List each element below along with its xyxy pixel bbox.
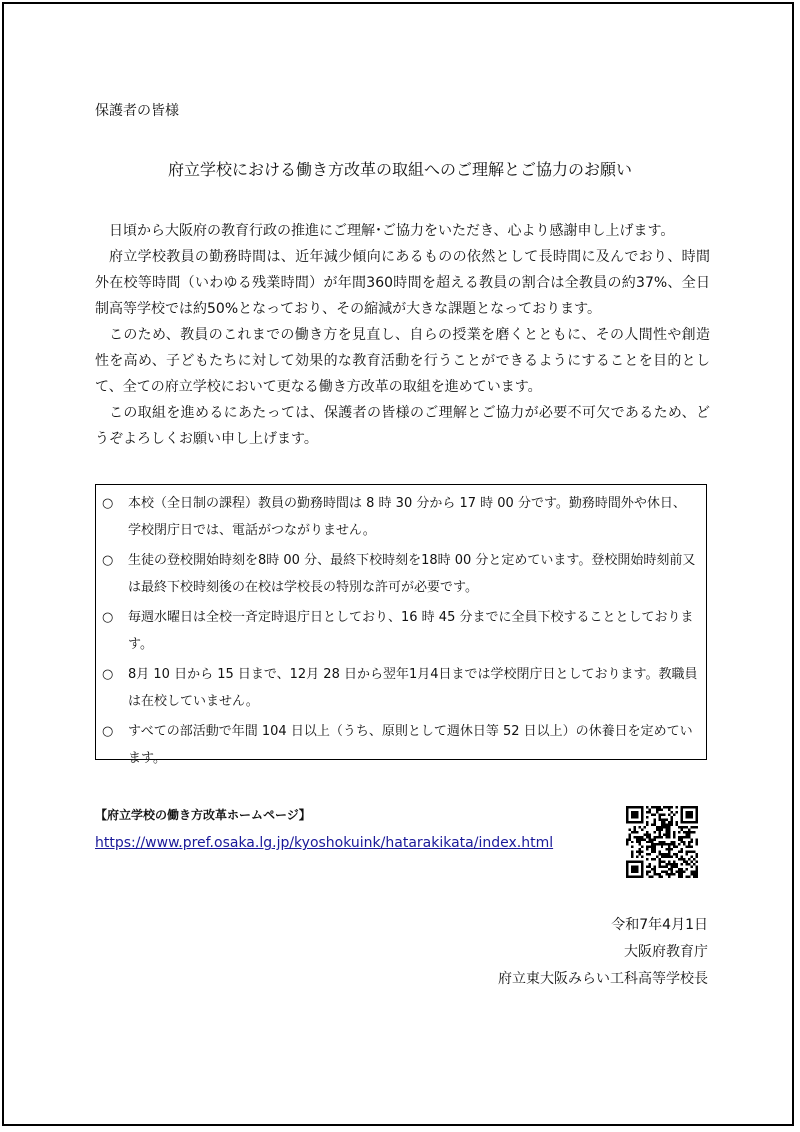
info-item <box>102 604 698 658</box>
paragraph: 府立学校教員の勤務時間は、近年減少傾向にあるものの依然として長時間に及んでおり、時間外在校等時間（いわゆる残業時間）が年間360時間を超える教員の割合は全教員の約37%、全日制高等学校では約50%となっており、その縮減が大きな課題となっております。 <box>95 249 710 317</box>
homepage-heading: 【府立学校の働き方改革ホームページ】 <box>95 808 311 822</box>
salutation: 保護者の皆様 <box>95 103 179 119</box>
body-text <box>95 218 710 452</box>
paragraph: この取組を進めるにあたっては、保護者の皆様のご理解とご協力が必要不可欠であるため、どうぞよろしくお願い申し上げます。 <box>95 405 710 447</box>
info-item-text: すべての部活動で年間 104 日以上（うち、原則として週休日等 52 日以上）の休養日を定めています。 <box>128 724 693 766</box>
homepage-link[interactable]: https://www.pref.osaka.lg.jp/kyoshokuink/hatarakikata/index.html <box>95 835 554 851</box>
circle-bullet-icon: ○ <box>102 553 114 568</box>
info-box <box>95 484 707 766</box>
info-item <box>102 718 698 772</box>
info-item-text: 本校（全日制の課程）教員の勤務時間は 8 時 30 分から 17 時 00 分です。勤務時間外や休日、学校閉庁日では、電話がつながりません。 <box>128 496 686 538</box>
document-title: 府立学校における働き方改革の取組へのご理解とご協力のお願い <box>167 160 632 179</box>
circle-bullet-icon: ○ <box>102 496 114 511</box>
info-item-text: 8月 10 日から 15 日まで、12月 28 日から翌年1月4日までは学校閉庁日としております。教職員は在校していません。 <box>128 667 698 709</box>
circle-bullet-icon: ○ <box>102 610 114 625</box>
circle-bullet-icon: ○ <box>102 667 114 682</box>
principal-name: 府立東大阪みらい工科高等学校長 <box>498 971 708 987</box>
issuing-organization: 大阪府教育庁 <box>624 944 708 960</box>
info-item <box>102 661 698 715</box>
circle-bullet-icon: ○ <box>102 724 114 739</box>
info-item-text: 毎週水曜日は全校一斉定時退庁日としており、16 時 45 分までに全員下校することとしております。 <box>128 610 694 652</box>
info-item <box>102 547 698 601</box>
issue-date: 令和7年4月1日 <box>611 917 708 933</box>
paragraph: 日頃から大阪府の教育行政の推進にご理解･ご協力をいただき、心より感謝申し上げます。 <box>109 223 675 239</box>
paragraph: このため、教員のこれまでの働き方を見直し、自らの授業を磨くとともに、その人間性や創造性を高め、子どもたちに対して効果的な教育活動を行うことができるようにすることを目的として、全ての府立学校において更なる働き方改革の取組を進めています。 <box>95 327 710 395</box>
info-item <box>102 490 698 544</box>
qr-code-icon <box>626 806 698 878</box>
signature-block <box>420 912 708 993</box>
info-item-text: 生徒の登校開始時刻を8時 00 分、最終下校時刻を18時 00 分と定めています。登校開始時刻前又は最終下校時刻後の在校は学校長の特別な許可が必要です。 <box>128 553 696 595</box>
